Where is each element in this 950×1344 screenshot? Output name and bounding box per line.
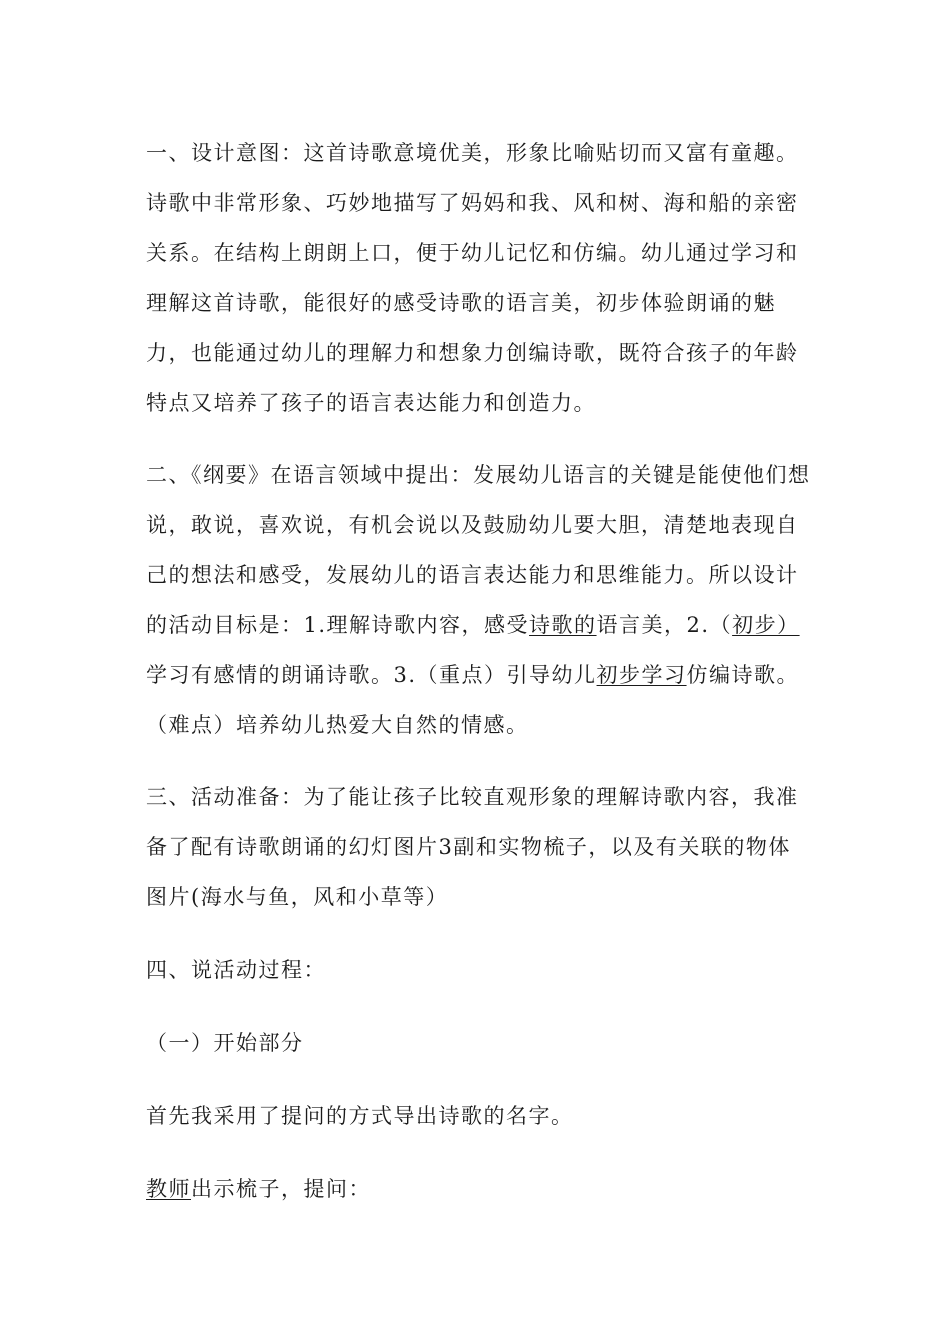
document-body — [146, 128, 812, 1214]
paragraph-preparation: 三、活动准备：为了能让孩子比较直观形象的理解诗歌内容，我准备了配有诗歌朗诵的幻灯图片3副和实物梳子，以及有关联的物体图片(海水与鱼，风和小草等） — [146, 785, 799, 909]
goals-text-3: 学习有感情的朗诵诗歌。3.（重点）引导幼儿 — [146, 663, 597, 687]
goals-text-4: 仿编诗歌。（难点）培养幼儿热爱大自然的情感。 — [146, 663, 800, 737]
heading-opening-part: （一）开始部分 — [146, 1031, 304, 1055]
goals-text-1: 二、《纲要》在语言领域中提出：发展幼儿语言的关键是能使他们想说，敢说，喜欢说，有机会说以及鼓励幼儿要大胆，清楚地表现自己的想法和感受，发展幼儿的语言表达能力和思维能力。所以设计的活动目标是：1.理解诗歌内容，感受 — [146, 463, 811, 637]
goals-underline-3: 初步学习 — [596, 663, 687, 687]
teacher-comb-text: 出示梳子，提问： — [191, 1177, 371, 1201]
paragraph-question-intro: 首先我采用了提问的方式导出诗歌的名字。 — [146, 1104, 574, 1128]
heading-process: 四、说活动过程： — [146, 958, 326, 982]
paragraph-teacher-comb — [146, 1164, 812, 1214]
goals-underline-1: 诗歌的 — [529, 613, 597, 637]
goals-underline-2: 初步） — [732, 613, 800, 637]
goals-text-2: 语言美，2.（ — [596, 613, 733, 637]
paragraph-design-intent: 一、设计意图：这首诗歌意境优美，形象比喻贴切而又富有童趣。诗歌中非常形象、巧妙地描写了妈妈和我、风和树、海和船的亲密关系。在结构上朗朗上口，便于幼儿记忆和仿编。幼儿通过学习和理解这首诗歌，能很好的感受诗歌的语言美，初步体验朗诵的魅力，也能通过幼儿的理解力和想象力创编诗歌，既符合孩子的年龄特点又培养了孩子的语言表达能力和创造力。 — [146, 141, 799, 415]
paragraph-outline-goals — [146, 450, 812, 750]
teacher-word: 教师 — [146, 1177, 191, 1201]
